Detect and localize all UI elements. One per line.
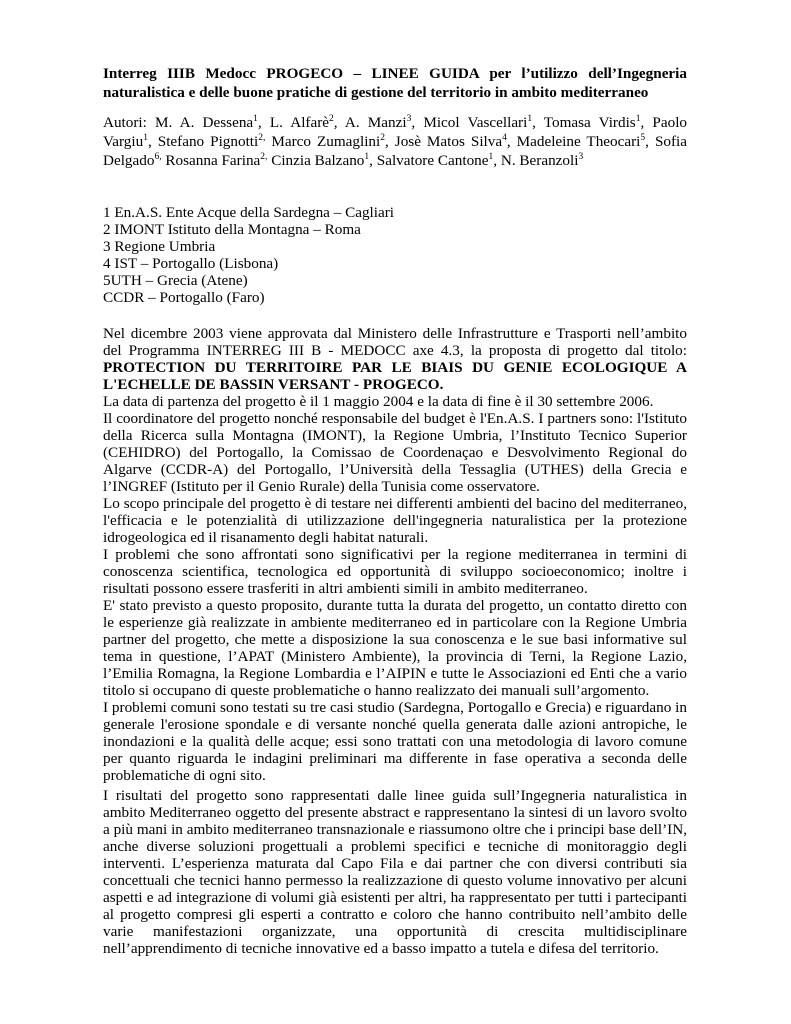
author-affiliation-number: 4 — [502, 133, 507, 143]
author-affiliation-number: 5 — [640, 133, 646, 143]
author-affiliation-number: 2, — [260, 152, 268, 162]
author-affiliation-number: 2 — [329, 114, 334, 124]
author-name: N. Beranzoli — [500, 152, 579, 169]
intro-text: Nel dicembre 2003 viene approvata dal Ministero delle Infrastrutture e Trasporti nell’ambito del Programma INTERREG III B - MEDOCC axe 4.3, la proposta di progetto dal titolo: — [103, 325, 687, 359]
affiliation-item: CCDR – Portogallo (Faro) — [103, 289, 265, 306]
author-affiliation-number: 1 — [488, 152, 494, 162]
author-affiliation-number: 1 — [253, 114, 258, 124]
document-title: Interreg IIIB Medocc PROGECO – LINEE GUIDA per l’utilizzo dell’Ingegneria naturalistica e delle buone pratiche di gestione del territorio in ambito mediterraneo — [103, 65, 687, 101]
affiliation-item: 5UTH – Grecia (Atene) — [103, 272, 248, 289]
author-name: Tomasa Virdis — [543, 114, 636, 131]
body-paragraph: I risultati del progetto sono rappresentati dalle linee guida sull’Ingegneria naturalistica in ambito Mediterraneo oggetto del presente abstract e rappresentano la sintesi di un lavoro svolto a più mani in ambito mediterraneo transnazionale e riassumono oltre che i principi base dell’IN, anche diverse soluzioni progettuali a problemi specifici e tecniche di monitoraggio degli interventi. L’esperienza maturata dal Capo Fila e dai partner che con diversi contributi sia concettuali che tecnici hanno permesso la realizzazione di questo volume innovativo per alcuni aspetti e ad integrazione di volumi già esistenti per altri, ha rappresentato per tutti i partecipanti al progetto compresi gli esperti a contratto e coloro che hanno contribuito nell’ambito delle varie manifestazioni organizzate, una opportunità di crescita multidisciplinare nell’apprendimento di tecniche innovative ed a basso impatto a tutela e difesa del territorio. — [103, 787, 687, 957]
author-affiliation-number: 3 — [578, 152, 584, 162]
author-name: Rosanna Farina — [165, 152, 261, 169]
project-title: PROTECTION DU TERRITOIRE PAR LE BIAIS DU GENIE ECOLOGIQUE A L'ECHELLE DE BASSIN VERSANT - PROGECO. — [103, 359, 687, 393]
author-name: Marco Zumaglini — [271, 133, 381, 150]
intro-paragraph — [103, 325, 687, 393]
affiliation-item: 3 Regione Umbria — [103, 238, 216, 255]
author-affiliation-number: 2 — [380, 133, 385, 143]
document-body — [103, 325, 687, 957]
author-affiliation-number: 1 — [143, 133, 148, 143]
body-paragraph: La data di partenza del progetto è il 1 maggio 2004 e la data di fine è il 30 settembre 2006. — [103, 393, 654, 410]
affiliation-item: 4 IST – Portogallo (Lisbona) — [103, 255, 279, 272]
author-name: Cinzia Balzano — [271, 152, 365, 169]
authors-label: Autori: — [103, 114, 147, 131]
affiliation-item: 1 En.A.S. Ente Acque della Sardegna – Cagliari — [103, 204, 395, 221]
body-paragraph: I problemi comuni sono testati su tre casi studio (Sardegna, Portogallo e Grecia) e riguardano in generale l'erosione spondale e di versante nonché quella generata dalle azioni antropiche, le inondazioni e la qualità delle acque; essi sono trattati con una metodologia di lavoro comune per quanto riguarda le indagini preliminari ma differente in fase operativa a seconda delle problematiche di ogni sito. — [103, 699, 687, 784]
author-affiliation-number: 1 — [635, 114, 641, 124]
author-name: M. A. Dessena — [155, 114, 254, 131]
authors-block — [103, 113, 687, 170]
author-name: L. Alfarè — [269, 114, 330, 131]
author-name: Josè Matos Silva — [394, 133, 503, 150]
body-paragraph: E' stato previsto a questo proposito, durante tutta la durata del progetto, un contatto diretto con le esperienze già realizzate in ambiente mediterraneo ed in particolare con la Regione Umbria partner del progetto, che mette a disposizione la sua conoscenza e le sue basi informative sul tema in questione, l’APAT (Ministero Ambiente), la provincia di Terni, la Regione Lazio, l’Emilia Romagna, la Regione Lombardia e l’AIPIN e tutte le Associazioni ed Enti che a vario titolo si occupano di queste problematiche o hanno realizzato dei manuali sull’argomento. — [103, 597, 687, 699]
author-name: Sofia Delgado — [103, 133, 687, 169]
body-paragraph: I problemi che sono affrontati sono significativi per la regione mediterranea in termini di conoscenza scientifica, tecnologica ed opportunità di sviluppo socioeconomico; inoltre i risultati possono essere trasferiti in altri ambienti simili in ambito mediterraneo. — [103, 546, 687, 597]
author-name: Paolo Vargiu — [103, 114, 688, 150]
author-affiliation-number: 1 — [364, 152, 370, 162]
affiliation-item: 2 IMONT Istituto della Montagna – Roma — [103, 221, 361, 238]
body-paragraph: Il coordinatore del progetto nonché responsabile del budget è l'En.A.S. I partners sono: l'Istituto della Ricerca sulla Montagna (IMONT), la Regione Umbria, l’Instituto Tecnico Superior (CEHIDRO) del Portogallo, la Comissao de Coordenaçao e Desvolvimento Regional do Algarve (CCDR-A) del Portogallo, l’Università della Tessaglia (UTHES) della Grecia e l’INGREF (Istituto per il Genio Rurale) della Tunisia come osservatore. — [103, 410, 687, 495]
affiliations-list — [103, 204, 687, 306]
author-name: Micol Vascellari — [423, 114, 528, 131]
authors-list: M. A. Dessena$^1$, L. Alfarè$^2$, A. Manzi$^3$, Micol Vascellari$^1$, Tomasa Virdis$^1$, Paolo Vargiu$^1$, Stefano Pignotti$^{2,}$ Marco Zumaglini$^2$, Josè Matos Silva$^4$, Madeleine Theocari$^5$, Sofia Delgado$^{6,}$ Rosanna Farina$^{2,}$ Cinzia Balzano$^1$, Salvatore Cantone$^1$, N. Beranzoli$^3$ — [103, 114, 688, 169]
author-name: Salvatore Cantone — [376, 152, 489, 169]
author-affiliation-number: 3 — [406, 114, 412, 124]
author-name: A. Manzi — [344, 114, 407, 131]
body-paragraph: Lo scopo principale del progetto è di testare nei differenti ambienti del bacino del mediterraneo, l'efficacia e le potenzialità di utilizzazione dell'ingegneria naturalistica per la protezione idrogeologica ed il risanamento degli habitat naturali. — [103, 495, 687, 546]
author-affiliation-number: 2, — [258, 133, 266, 143]
author-name: Stefano Pignotti — [157, 133, 259, 150]
author-affiliation-number: 6, — [154, 152, 162, 162]
author-name: Madeleine Theocari — [516, 133, 641, 150]
author-affiliation-number: 1 — [527, 114, 533, 124]
